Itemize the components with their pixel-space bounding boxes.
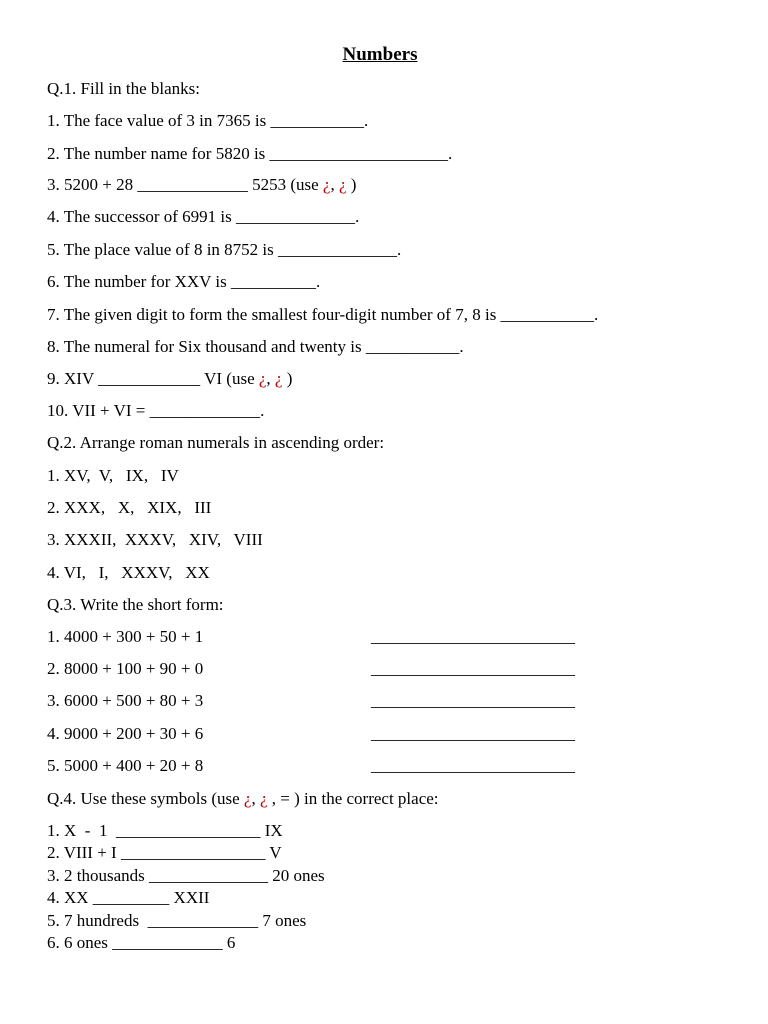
q1-item-9 — [47, 369, 292, 389]
less-than-symbol: ¿ — [243, 789, 252, 808]
q4-item-6: 6. 6 ones _____________ 6 — [47, 933, 236, 952]
separator: , — [330, 175, 339, 194]
q2-item-1: 1. XV, V, IX, IV — [47, 466, 179, 485]
greater-than-symbol: ¿ — [274, 369, 283, 388]
q4-item-5: 5. 7 hundreds _____________ 7 ones — [47, 911, 307, 930]
q1-item-8: 8. The numeral for Six thousand and twenty is ___________. — [47, 337, 464, 356]
less-than-symbol: ¿ — [258, 369, 267, 388]
q1-item-3-text: 3. 5200 + 28 _____________ 5253 (use — [47, 175, 323, 194]
separator: , — [266, 369, 275, 388]
q4-heading-text: Q.4. Use these symbols (use — [47, 789, 244, 808]
q3-item-5-expr: 5. 5000 + 400 + 20 + 8 — [47, 756, 204, 775]
q3-item-3-expr: 3. 6000 + 500 + 80 + 3 — [47, 691, 204, 710]
q4-item-4: 4. XX _________ XXII — [47, 888, 210, 907]
q3-item-1-expr: 1. 4000 + 300 + 50 + 1 — [47, 627, 204, 646]
q1-item-1: 1. The face value of 3 in 7365 is ___________. — [47, 111, 369, 130]
greater-than-symbol: ¿ — [259, 789, 268, 808]
q2-item-2: 2. XXX, X, XIX, III — [47, 498, 212, 517]
closing: , = ) in the correct place: — [267, 789, 439, 808]
q1-item-7: 7. The given digit to form the smallest four-digit number of 7, 8 is ___________. — [47, 305, 599, 324]
q1-item-2: 2. The number name for 5820 is _____________________. — [47, 144, 453, 163]
greater-than-symbol: ¿ — [338, 175, 347, 194]
page-title: Numbers — [342, 44, 418, 65]
q3-item-4-expr: 4. 9000 + 200 + 30 + 6 — [47, 724, 204, 743]
q3-item-4-blank: ________________________ — [371, 724, 575, 743]
q1-item-4: 4. The successor of 6991 is ______________. — [47, 207, 360, 226]
q1-item-5: 5. The place value of 8 in 8752 is ______________. — [47, 240, 402, 259]
q4-item-3: 3. 2 thousands ______________ 20 ones — [47, 866, 325, 885]
q2-item-3: 3. XXXII, XXXV, XIV, VIII — [47, 530, 263, 549]
q3-item-5-blank: ________________________ — [371, 756, 575, 775]
less-than-symbol: ¿ — [322, 175, 331, 194]
q3-item-2-expr: 2. 8000 + 100 + 90 + 0 — [47, 659, 204, 678]
closing: ) — [282, 369, 293, 388]
q1-item-6: 6. The number for XXV is __________. — [47, 272, 321, 291]
q1-item-10: 10. VII + VI = _____________. — [47, 401, 265, 420]
q3-item-2-blank: ________________________ — [371, 659, 575, 678]
q3-item-3-blank: ________________________ — [371, 691, 575, 710]
q2-heading: Q.2. Arrange roman numerals in ascending order: — [47, 433, 385, 452]
q1-heading: Q.1. Fill in the blanks: — [47, 79, 200, 98]
q4-heading — [47, 789, 439, 809]
q1-item-3 — [47, 175, 356, 195]
q4-item-2: 2. VIII + I _________________ V — [47, 843, 282, 862]
q2-item-4: 4. VI, I, XXXV, XX — [47, 563, 210, 582]
closing: ) — [346, 175, 357, 194]
q3-heading: Q.3. Write the short form: — [47, 595, 224, 614]
q3-item-1-blank: ________________________ — [371, 627, 575, 646]
separator: , — [251, 789, 260, 808]
q1-item-9-text: 9. XIV ____________ VI (use — [47, 369, 259, 388]
q4-item-1: 1. X - 1 _________________ IX — [47, 821, 283, 840]
